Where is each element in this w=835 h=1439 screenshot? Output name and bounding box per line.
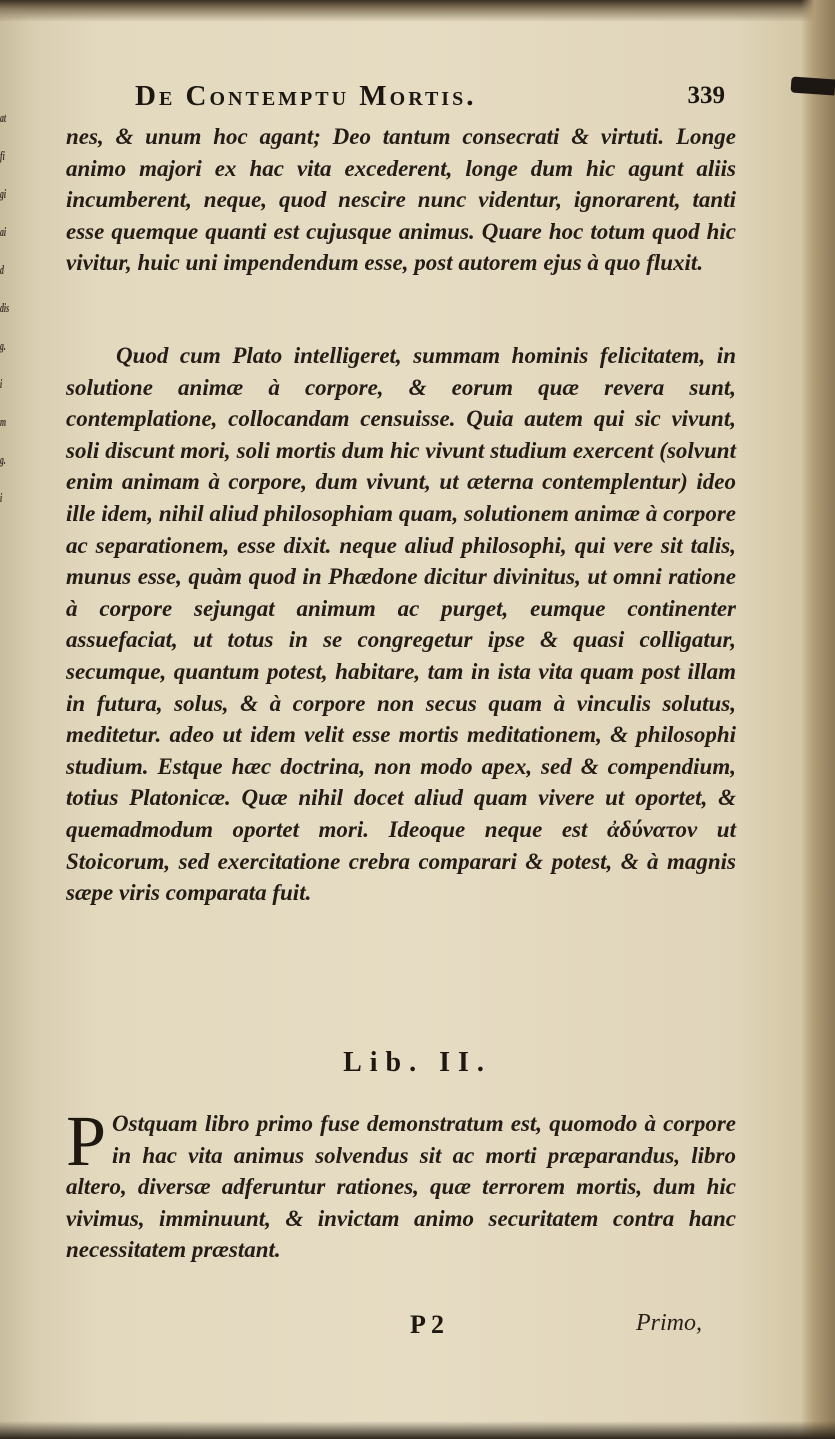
signature-mark: P 2	[410, 1310, 444, 1339]
section-heading: Lib. II.	[343, 1047, 492, 1078]
catchword: Primo,	[636, 1310, 702, 1336]
margin-fragment: fi	[0, 148, 5, 163]
margin-fragment: at	[0, 110, 7, 125]
page-top-shadow	[0, 0, 835, 22]
margin-fragment: g.	[0, 338, 6, 353]
margin-fragment: g.	[0, 452, 6, 467]
page-number: 339	[687, 82, 725, 109]
margin-fragment: d	[0, 262, 4, 277]
paragraph-text: Ostquam libro primo fuse demonstratum est, quomodo à corpore in hac vita animus solvendus sit ac morti præparandus, libro altero, diversæ adferuntur rationes, quæ terrorem mortis, dum hic vivimus, imminuunt, & invictam animo securitatem contra hanc necessitatem præstant.	[66, 1111, 736, 1263]
margin-fragment: i	[0, 490, 3, 505]
page-right-edge	[801, 0, 835, 1439]
margin-fragment: ai	[0, 224, 7, 239]
margin-fragment: i	[0, 376, 3, 391]
paragraph-3	[66, 1101, 736, 1266]
adjacent-page-fragments	[0, 110, 22, 570]
page-bottom-shadow	[0, 1421, 835, 1439]
bookmark-tab	[790, 76, 835, 95]
paragraph-2	[66, 340, 736, 909]
running-header	[135, 80, 725, 120]
paragraph-text: nes, & unum hoc agant; Deo tantum consecrati & virtuti. Longe animo majori ex hac vita excederent, longe dum hic agunt aliis incumberent, neque, quod nescire nunc videntur, ignorarent, tanti esse quemque quanti est cujusque animus. Quare hoc totum quod hic vivitur, huic uni impendendum esse, post autorem ejus à quo fluxit.	[66, 124, 736, 276]
running-title: De Contemptu Mortis.	[135, 80, 477, 112]
margin-fragment: dis	[0, 300, 10, 315]
paragraph-text: Quod cum Plato intelligeret, summam hominis felicitatem, in solutione animæ à corpore, & eorum quæ revera sunt, contemplatione, collocandam censuisse. Quia autem qui sic vivunt, soli discunt mori, soli mortis dum hic vivunt studium exercent (solvunt enim animam à corpore, dum vivunt, ut æterna contemplentur) ideo ille idem, nihil aliud philosophiam quam, solutionem animæ à corpore ac separationem, esse dixit. neque aliud philosophi, qui vere sit talis, munus esse, quàm quod in Phædone dicitur divinitus, ut omni ratione à corpore sejungat animum ac purget, eumque continenter assuefaciat, ut totus in se congregetur ipse & quasi colligatur, secumque, quantum potest, habitare, tam in ista vita quam post illam in futura, solus, & à corpore non secus quam à vinculis solutus, meditetur. adeo ut idem velit esse mortis meditationem, & philosophi studium. Estque hæc doctrina, non modo apex, sed & compendium, totius Platonicæ. Quæ nihil docet aliud quam vivere ut oportet, & quemadmodum oportet mori. Ideoque neque est ἀδύνατον ut Stoicorum, sed exercitatione crebra comparari & potest, & à magnis sæpe viris comparata fuit.	[66, 343, 736, 906]
margin-fragment: m	[0, 414, 7, 429]
margin-fragment: gi	[0, 186, 7, 201]
paragraph-1	[66, 121, 736, 279]
drop-cap: P	[66, 1101, 107, 1181]
